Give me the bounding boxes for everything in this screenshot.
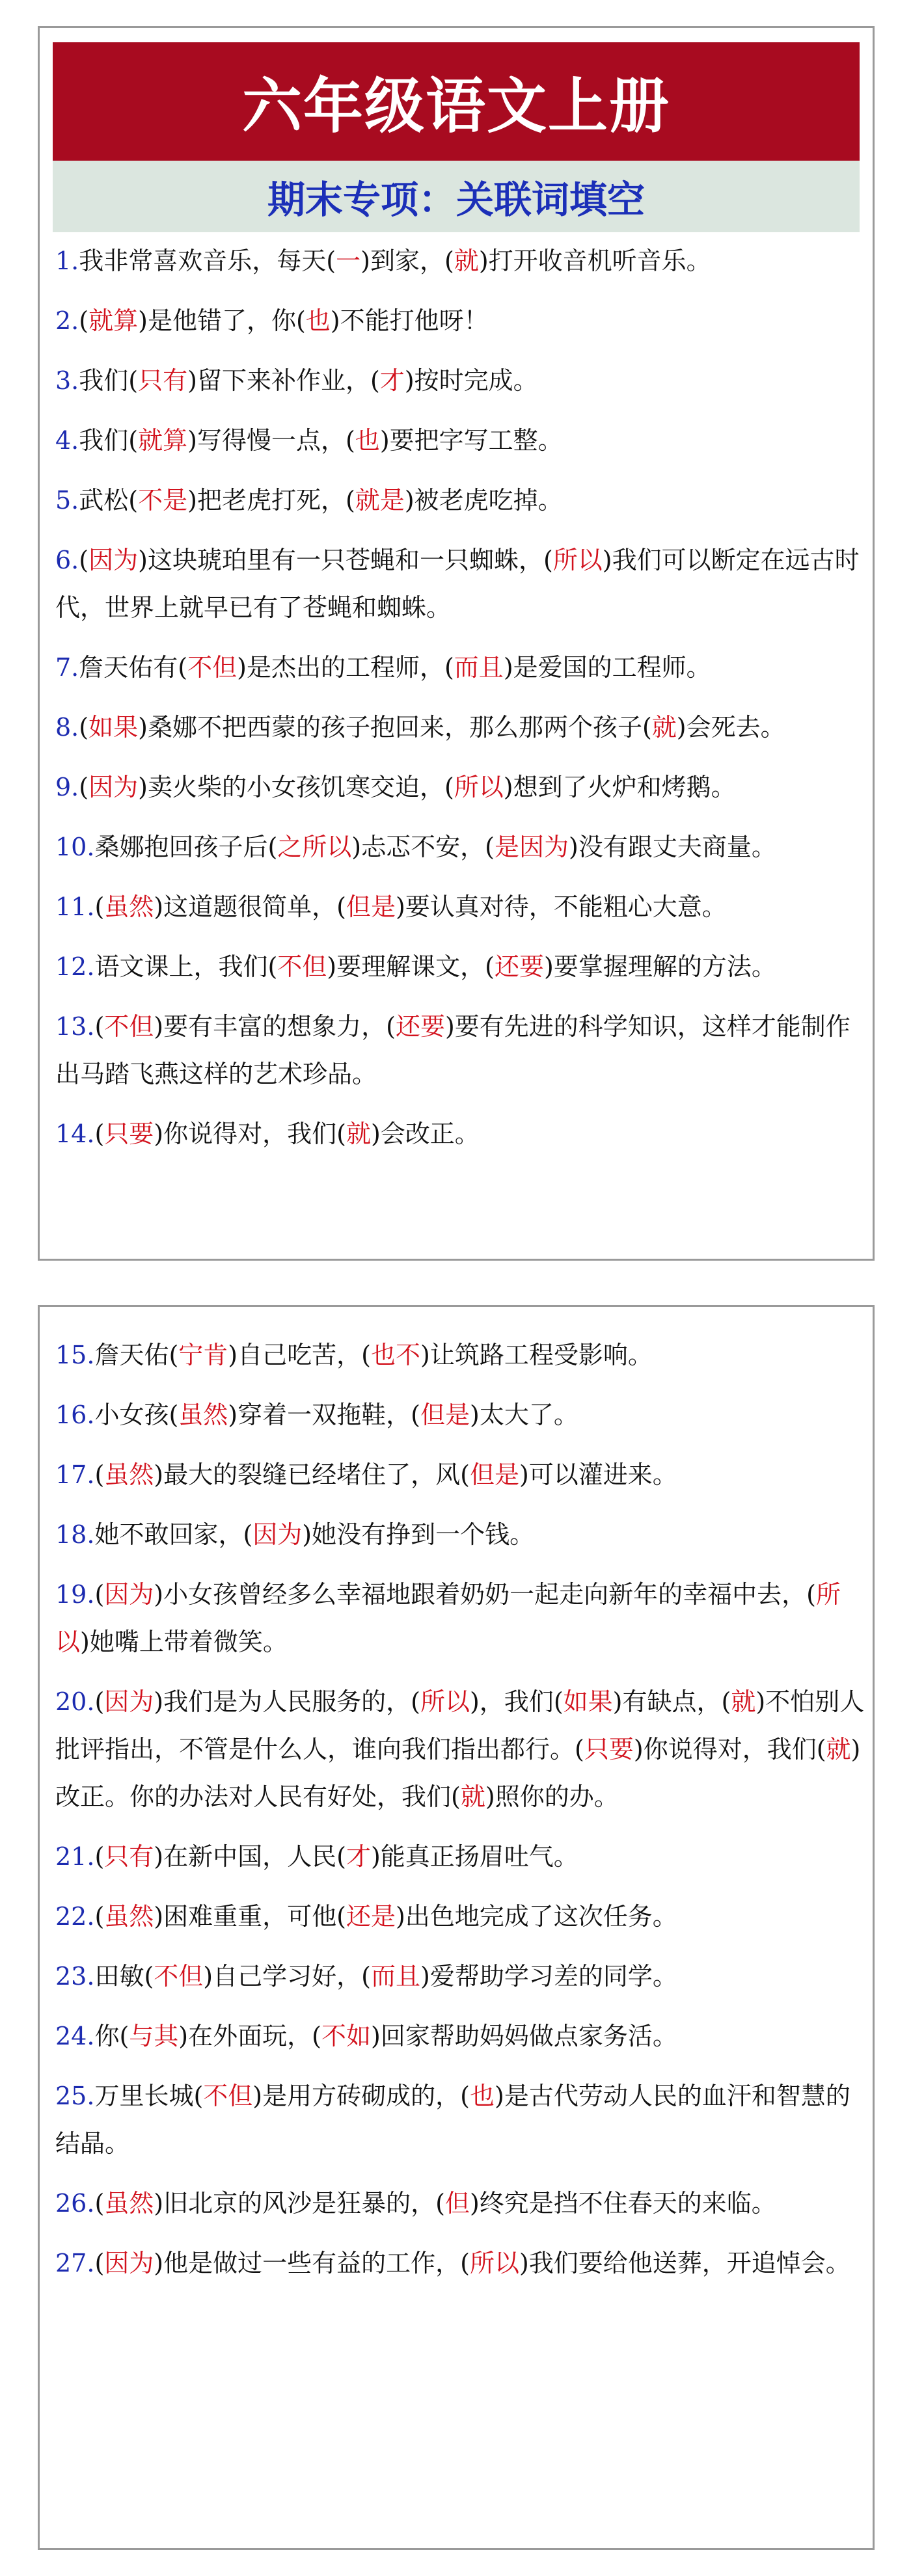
subtitle-banner [53, 161, 860, 232]
sentence-text: 詹天佑 [94, 1341, 169, 1369]
answer-blank: 不是 [138, 486, 188, 515]
answer-blank: 就 [454, 247, 479, 275]
page-subtitle: 期末专项：关联词填空 [267, 178, 645, 222]
sentence-text: 语文课上，我们 [94, 952, 268, 981]
answer-blank: 就 [651, 713, 677, 742]
sentence-text: 你说得对，我们 [643, 1735, 817, 1764]
exercise-number: 8. [55, 713, 79, 742]
exercise-number: 16. [55, 1401, 95, 1429]
answer-blank: 虽然 [104, 1460, 154, 1489]
exercise-number: 6. [55, 546, 79, 574]
sentence-text: 要有丰富的想象力， [163, 1012, 387, 1041]
sentence-text: 终究是挡不住春天的来临。 [479, 2189, 776, 2218]
sentence-text: 把老虎打死， [197, 486, 346, 515]
sentence-text: 能真正扬眉吐气。 [380, 1842, 578, 1871]
sentence-text: 写得慢一点， [197, 426, 346, 455]
exercise-item: 8.(如果)桑娜不把西蒙的孩子抱回来，那么那两个孩子(就)会死去。 [55, 713, 785, 742]
exercise-number: 18. [55, 1520, 95, 1549]
sentence-text: 出色地完成了这次任务。 [405, 1902, 677, 1931]
sentence-text: 旧北京的风沙是狂暴的， [163, 2189, 436, 2218]
exercise-item: 4.我们(就算)写得慢一点，(也)要把字写工整。 [55, 426, 563, 455]
exercise-item: 12.语文课上，我们(不但)要理解课文，(还要)要掌握理解的方法。 [55, 952, 776, 981]
sentence-text: 万里长城 [94, 2082, 194, 2110]
answer-blank: 也 [305, 306, 331, 335]
answer-blank: 虽然 [178, 1401, 228, 1429]
page-title: 六年级语文上册 [241, 71, 670, 141]
exercise-item: 22.(虽然)困难重重，可他(还是)出色地完成了这次任务。 [55, 1902, 677, 1931]
sentence-text: 武松 [79, 486, 129, 515]
exercise-item: 10.桑娜抱回孩子后(之所以)忐忑不安，(是因为)没有跟丈夫商量。 [55, 833, 776, 861]
answer-blank: 只有 [104, 1842, 154, 1871]
sentence-text: 最大的裂缝已经堵住了，风 [163, 1460, 461, 1489]
answer-blank: 虽然 [104, 2189, 154, 2218]
answer-blank: 如果 [563, 1687, 613, 1716]
answer-blank: 只有 [138, 366, 188, 395]
answer-blank: 但是 [469, 1460, 519, 1489]
sentence-text: 会改正。 [380, 1120, 480, 1148]
sentence-text: 自己吃苦， [238, 1341, 362, 1369]
exercise-number: 20. [55, 1687, 95, 1716]
exercise-number: 9. [55, 773, 79, 801]
sentence-text: 要认真对待，不能粗心大意。 [405, 892, 727, 921]
sentence-text: 她没有挣到一个钱。 [312, 1520, 535, 1549]
exercise-number: 23. [55, 1962, 95, 1991]
answer-blank: 宁肯 [178, 1341, 228, 1369]
exercise-number: 25. [55, 2082, 95, 2110]
exercise-item: 19.(因为)小女孩曾经多么幸福地跟着奶奶一起走向新年的幸福中去，(所以)她嘴上带着微笑。 [55, 1580, 841, 1656]
sentence-text: 小女孩 [94, 1401, 169, 1429]
answer-blank: 只要 [104, 1120, 154, 1148]
sentence-text: 我们是为人民服务的， [163, 1687, 411, 1716]
exercise-number: 21. [55, 1842, 95, 1871]
sentence-text: 要理解课文， [336, 952, 485, 981]
exercise-item: 1.我非常喜欢音乐，每天(一)到家，(就)打开收音机听音乐。 [55, 247, 711, 275]
answer-blank: 才 [379, 366, 405, 395]
exercise-number: 12. [55, 952, 95, 981]
exercise-list-part-2 [40, 1307, 873, 2300]
exercise-number: 5. [55, 486, 79, 515]
exercise-number: 7. [55, 653, 79, 682]
answer-blank: 就算 [138, 426, 188, 455]
exercise-item: 25.万里长城(不但)是用方砖砌成的，(也)是古代劳动人民的血汗和智慧的结晶。 [55, 2082, 850, 2158]
sentence-text: 田敏 [94, 1962, 144, 1991]
answer-blank: 所以 [552, 546, 603, 574]
exercise-number: 19. [55, 1580, 95, 1609]
answer-blank: 但是 [420, 1401, 470, 1429]
answer-blank: 就是 [355, 486, 405, 515]
answer-blank: 不但 [154, 1962, 204, 1991]
exercise-item: 13.(不但)要有丰富的想象力，(还要)要有先进的科学知识，这样才能制作出马踏飞燕这样的艺术珍品。 [55, 1012, 850, 1088]
sentence-text: ，我们 [479, 1687, 554, 1716]
worksheet-card-2 [38, 1305, 875, 2550]
sentence-text: 小女孩曾经多么幸福地跟着奶奶一起走向新年的幸福中去， [163, 1580, 807, 1609]
sentence-text: 我们 [79, 366, 129, 395]
exercise-number: 1. [55, 247, 79, 275]
sentence-text: 是用方砖砌成的， [262, 2082, 461, 2110]
sentence-text: 到家， [370, 247, 444, 275]
sentence-text: 桑娜不把西蒙的孩子抱回来，那么那两个孩子 [147, 713, 642, 742]
exercise-item: 11.(虽然)这道题很简单，(但是)要认真对待，不能粗心大意。 [55, 892, 727, 921]
sentence-text: 没有跟丈夫商量。 [578, 833, 776, 861]
answer-blank: 而且 [370, 1962, 420, 1991]
exercise-item: 5.武松(不是)把老虎打死，(就是)被老虎吃掉。 [55, 486, 563, 515]
sentence-text: 要有先进的科学知识，这样才能制作出马踏飞燕这样的艺术珍品。 [55, 1012, 850, 1088]
exercise-number: 22. [55, 1902, 95, 1931]
answer-blank: 是因为 [494, 833, 569, 861]
sentence-text: 我们可以断定在远古时代，世界上就早已有了苍蝇和蜘蛛。 [55, 546, 860, 622]
sentence-text: 有缺点， [622, 1687, 722, 1716]
exercise-item: 24.你(与其)在外面玩，(不如)回家帮助妈妈做点家务活。 [55, 2022, 677, 2050]
sentence-text: 让筑路工程受影响。 [429, 1341, 653, 1369]
answer-blank: 就算 [88, 306, 139, 335]
answer-blank: 不但 [187, 653, 238, 682]
sentence-text: 忐忑不安， [361, 833, 485, 861]
sentence-text: 是爱国的工程师。 [513, 653, 711, 682]
exercise-number: 3. [55, 366, 79, 395]
exercise-item: 6.(因为)这块琥珀里有一只苍蝇和一只蜘蛛，(所以)我们可以断定在远古时代，世界上就早已有了苍蝇和蜘蛛。 [55, 546, 860, 622]
answer-blank: 但 [444, 2189, 470, 2218]
exercise-list-part-1 [40, 232, 873, 1170]
exercise-item: 15.詹天佑(宁肯)自己吃苦，(也不)让筑路工程受影响。 [55, 1341, 653, 1369]
sentence-text: 我们要给他送葬，开追悼会。 [528, 2249, 850, 2277]
sentence-text: 太大了。 [479, 1401, 578, 1429]
sentence-text: 要把字写工整。 [389, 426, 563, 455]
answer-blank: 不但 [203, 2082, 253, 2110]
answer-blank: 才 [346, 1842, 371, 1871]
exercise-number: 24. [55, 2022, 95, 2050]
sentence-text: 按时完成。 [414, 366, 538, 395]
exercise-item: 14.(只要)你说得对，我们(就)会改正。 [55, 1120, 480, 1148]
sentence-text: 改正。你的办法对人民有好处，我们 [55, 1782, 452, 1811]
sentence-text: 困难重重，可他 [163, 1902, 337, 1931]
answer-blank: 因为 [104, 1580, 154, 1609]
exercise-item: 2.(就算)是他错了，你(也)不能打他呀！ [55, 306, 489, 335]
sentence-text: 我们 [79, 426, 129, 455]
answer-blank: 因为 [88, 773, 139, 801]
answer-blank: 因为 [88, 546, 139, 574]
answer-blank: 如果 [88, 713, 139, 742]
exercise-number: 14. [55, 1120, 95, 1148]
sentence-text: 被老虎吃掉。 [414, 486, 563, 515]
sentence-text: 你说得对，我们 [163, 1120, 337, 1148]
answer-blank: 也 [469, 2082, 495, 2110]
answer-blank: 也不 [370, 1341, 420, 1369]
sentence-text: 是杰出的工程师， [246, 653, 444, 682]
exercise-number: 2. [55, 306, 79, 335]
sentence-text: 卖火柴的小女孩饥寒交迫， [147, 773, 444, 801]
answer-blank: 还是 [346, 1902, 396, 1931]
answer-blank: 还要 [494, 952, 544, 981]
answer-blank: 虽然 [104, 1902, 154, 1931]
sentence-text: 要掌握理解的方法。 [553, 952, 776, 981]
answer-blank: 而且 [454, 653, 504, 682]
answer-blank: 一 [336, 247, 361, 275]
answer-blank: 就 [731, 1687, 756, 1716]
exercise-number: 11. [55, 892, 95, 921]
exercise-number: 26. [55, 2189, 95, 2218]
exercise-item: 26.(虽然)旧北京的风沙是狂暴的，(但)终究是挡不住春天的来临。 [55, 2189, 776, 2218]
sentence-text: 穿着一双拖鞋， [238, 1401, 411, 1429]
sentence-text: 回家帮助妈妈做点家务活。 [380, 2022, 677, 2050]
exercise-item: 21.(只有)在新中国，人民(才)能真正扬眉吐气。 [55, 1842, 578, 1871]
sentence-text: 她嘴上带着微笑。 [89, 1628, 288, 1656]
sentence-text: 留下来补作业， [197, 366, 370, 395]
exercise-number: 27. [55, 2249, 95, 2277]
exercise-item: 3.我们(只有)留下来补作业，(才)按时完成。 [55, 366, 538, 395]
sentence-text: 想到了火炉和烤鹅。 [513, 773, 736, 801]
sentence-text: 可以灌进来。 [528, 1460, 677, 1489]
sentence-text: 他是做过一些有益的工作， [163, 2249, 461, 2277]
answer-blank: 就 [346, 1120, 371, 1148]
sentence-text: 我非常喜欢音乐，每天 [79, 247, 327, 275]
exercise-item: 27.(因为)他是做过一些有益的工作，(所以)我们要给他送葬，开追悼会。 [55, 2249, 850, 2277]
exercise-number: 10. [55, 833, 95, 861]
exercise-number: 15. [55, 1341, 95, 1369]
sentence-text: 在新中国，人民 [163, 1842, 337, 1871]
sentence-text: 会死去。 [686, 713, 785, 742]
exercise-item: 18.她不敢回家，(因为)她没有挣到一个钱。 [55, 1520, 535, 1549]
answer-blank: 但是 [346, 892, 396, 921]
sentence-text: 是古代劳动人民的血汗和智慧的结晶。 [55, 2082, 850, 2158]
exercise-item: 9.(因为)卖火柴的小女孩饥寒交迫，(所以)想到了火炉和烤鹅。 [55, 773, 736, 801]
sentence-text: 你 [94, 2022, 120, 2050]
sentence-text: 桑娜抱回孩子后 [94, 833, 268, 861]
sentence-text: 这道题很简单， [163, 892, 337, 921]
answer-blank: 只要 [584, 1735, 634, 1764]
answer-blank: 虽然 [104, 892, 154, 921]
exercise-number: 13. [55, 1012, 95, 1041]
sentence-text: 不怕别人批评指出，不管是什么人，谁向我们指出都行。 [55, 1687, 865, 1764]
answer-blank: 因为 [104, 2249, 154, 2277]
sentence-text: 詹天佑有 [79, 653, 178, 682]
title-banner [53, 42, 860, 161]
worksheet-card-1 [38, 26, 875, 1261]
answer-blank: 因为 [104, 1687, 154, 1716]
sentence-text: 是他错了，你 [147, 306, 296, 335]
answer-blank: 所以 [469, 2249, 519, 2277]
sentence-text: 不能打他呀！ [340, 306, 489, 335]
sentence-text: 这块琥珀里有一只苍蝇和一只蜘蛛， [147, 546, 543, 574]
sentence-text: 照你的办。 [495, 1782, 619, 1811]
sentence-text: 爱帮助学习差的同学。 [429, 1962, 677, 1991]
answer-blank: 也 [355, 426, 380, 455]
sentence-text: 打开收音机听音乐。 [488, 247, 711, 275]
exercise-item: 7.詹天佑有(不但)是杰出的工程师，(而且)是爱国的工程师。 [55, 653, 711, 682]
answer-blank: 所以 [454, 773, 504, 801]
answer-blank: 与其 [129, 2022, 179, 2050]
exercise-item: 20.(因为)我们是为人民服务的，(所以)，我们(如果)有缺点，(就)不怕别人批评指出，不管是什么人，谁向我们指出都行。(只要)你说得对，我们(就)改正。你的办法对人民有好处，我们(就)照你的办。 [55, 1687, 865, 1811]
sentence-text: 在外面玩， [188, 2022, 312, 2050]
answer-blank: 所以 [420, 1687, 470, 1716]
answer-blank: 不但 [104, 1012, 154, 1041]
answer-blank: 就 [826, 1735, 851, 1764]
sentence-text: 自己学习好， [213, 1962, 362, 1991]
answer-blank: 还要 [395, 1012, 445, 1041]
exercise-number: 4. [55, 426, 79, 455]
exercise-number: 17. [55, 1460, 95, 1489]
answer-blank: 因为 [252, 1520, 303, 1549]
answer-blank: 不但 [277, 952, 327, 981]
exercise-item: 17.(虽然)最大的裂缝已经堵住了，风(但是)可以灌进来。 [55, 1460, 677, 1489]
answer-blank: 之所以 [277, 833, 352, 861]
sentence-text: 她不敢回家， [94, 1520, 243, 1549]
exercise-item: 16.小女孩(虽然)穿着一双拖鞋，(但是)太大了。 [55, 1401, 578, 1429]
exercise-item: 23.田敏(不但)自己学习好，(而且)爱帮助学习差的同学。 [55, 1962, 677, 1991]
answer-blank: 所以 [55, 1580, 841, 1656]
answer-blank: 就 [460, 1782, 485, 1811]
answer-blank: 不如 [321, 2022, 371, 2050]
